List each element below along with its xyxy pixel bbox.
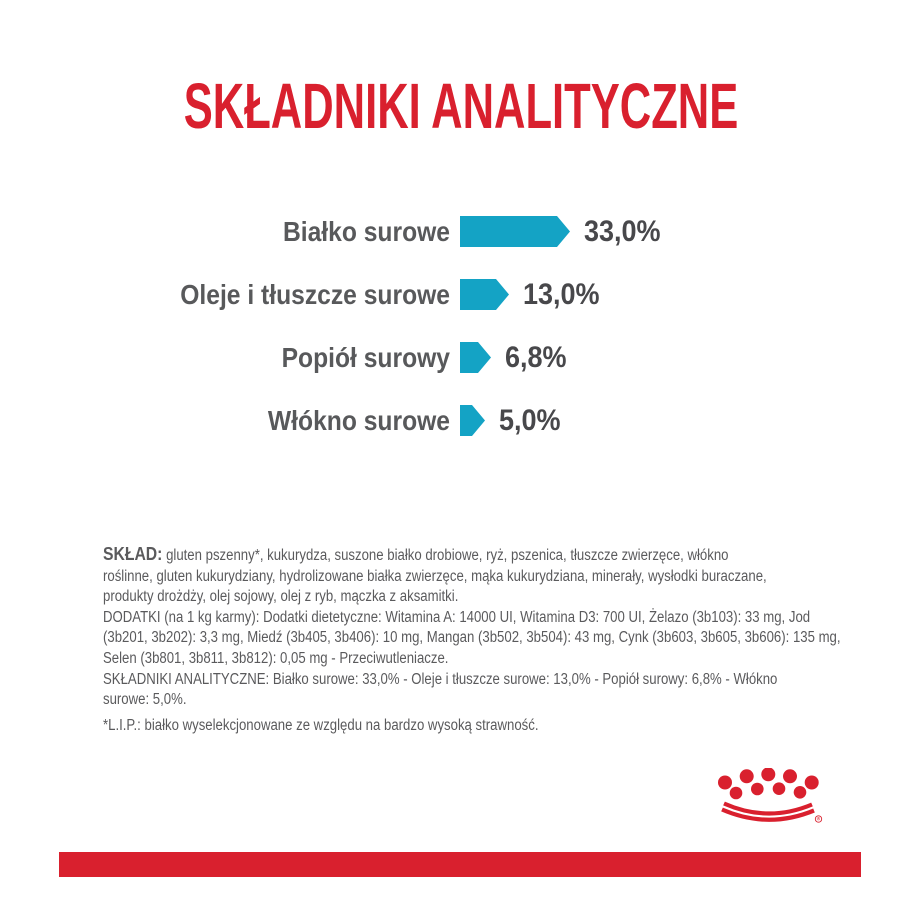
crown-pip — [805, 776, 819, 790]
crown-pip — [773, 782, 786, 795]
crown-pip — [751, 783, 764, 796]
crown-pip — [783, 769, 797, 783]
crown-pip — [761, 768, 775, 781]
component-bar — [460, 342, 491, 373]
ingredients-text-block — [103, 543, 841, 711]
ingredients-text-line: (3b201, 3b202): 3,3 mg, Miedź (3b405, 3b406): 10 mg, Mangan (3b502, 3b504): 43 mg, Cynk (3b603, 3b605, 3b606): 135 mg, — [103, 629, 841, 647]
ingredients-text-line: surowe: 5,0%. — [103, 691, 187, 709]
composition-heading: SKŁAD: — [103, 543, 163, 564]
component-value: 5,0% — [499, 403, 561, 437]
chart-row — [0, 263, 922, 326]
component-bar — [460, 216, 570, 247]
component-label: Oleje i tłuszcze surowe — [180, 278, 450, 310]
crown-pip — [718, 776, 732, 790]
registered-trademark-letter: ® — [816, 816, 821, 822]
component-bar — [460, 279, 509, 310]
component-bar — [460, 405, 485, 436]
component-value: 33,0% — [584, 214, 661, 248]
ingredients-text-line: produkty drożdży, olej sojowy, olej z ryb, mączka z aksamitki. — [103, 588, 459, 606]
crown-base-arc — [724, 804, 812, 814]
ingredients-text-line: SKŁAD: gluten pszenny*, kukurydza, suszone białko drobiowe, ryż, pszenica, tłuszcze zwierzęce, włókno — [103, 543, 729, 564]
analytical-components-chart — [0, 200, 922, 452]
crown-pip — [740, 769, 754, 783]
crown-pip — [730, 787, 743, 800]
component-label: Popiół surowy — [281, 341, 450, 373]
ingredients-text-line: Selen (3b801, 3b811, 3b812): 0,05 mg - Przeciwutleniacze. — [103, 649, 449, 667]
page-title: SKŁADNIKI ANALITYCZNE — [183, 70, 739, 142]
chart-row — [0, 326, 922, 389]
ingredients-text-line: SKŁADNIKI ANALITYCZNE: Białko surowe: 33,0% - Oleje i tłuszcze surowe: 13,0% - Popiół surowy: 6,8% - Włókno — [103, 670, 778, 688]
chart-row — [0, 389, 922, 452]
lip-footnote: *L.I.P.: białko wyselekcjonowane ze względu na bardzo wysoką strawność. — [103, 717, 539, 734]
ingredients-text-line: roślinne, gluten kukurydziany, hydrolizowane białka zwierzęce, mąka kukurydziana, minerały, wysłodki buraczane, — [103, 567, 767, 585]
ingredients-text-line: DODATKI (na 1 kg karmy): Dodatki dietetyczne: Witamina A: 14000 UI, Witamina D3: 700 UI, Żelazo (3b103): 33 mg, Jod — [103, 608, 811, 626]
component-value: 13,0% — [523, 277, 600, 311]
crown-pip — [794, 786, 807, 799]
royal-canin-crown-logo — [710, 768, 835, 834]
chart-row — [0, 200, 922, 263]
component-label: Włókno surowe — [267, 404, 450, 436]
bottom-red-bar — [59, 852, 861, 877]
component-value: 6,8% — [505, 340, 567, 374]
component-label: Białko surowe — [282, 215, 450, 247]
